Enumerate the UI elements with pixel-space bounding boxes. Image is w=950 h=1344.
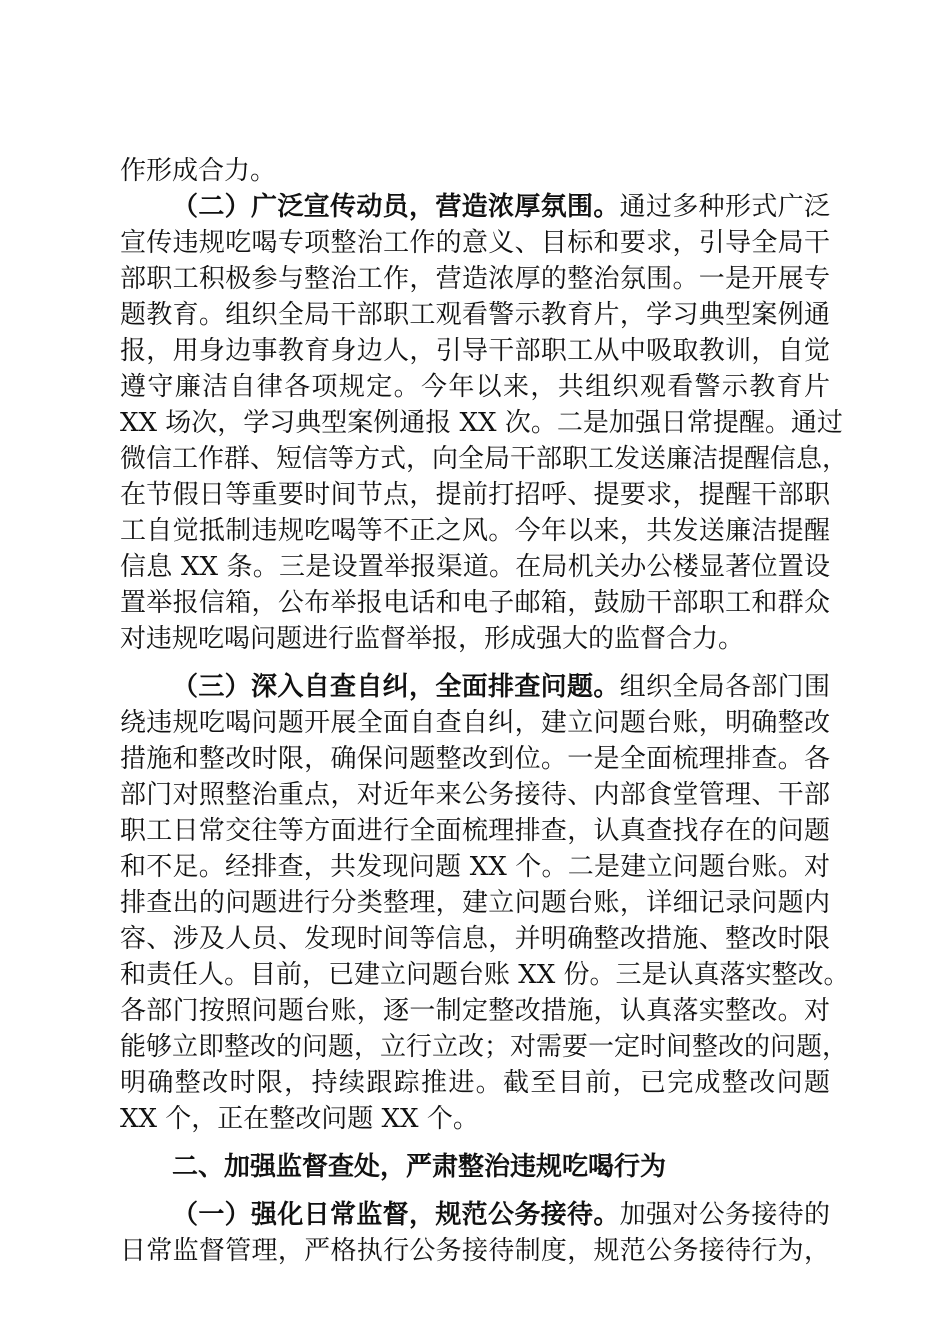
paragraph-line xyxy=(120,585,830,621)
text-segment: XX 个，正在整改问题 XX 个。 xyxy=(120,1104,479,1134)
text-segment: 加强对公务接待的 xyxy=(619,1200,830,1230)
paragraph-line xyxy=(120,405,843,441)
text-segment: 能够立即整改的问题，立行立改；对需要一定时间整改的问题， xyxy=(120,1032,849,1062)
paragraph-line xyxy=(120,921,830,957)
paragraph-line xyxy=(120,777,830,813)
text-segment: 组织全局各部门围 xyxy=(619,672,830,702)
text-segment: 绕违规吃喝问题开展全面自查自纠，建立问题台账，明确整改 xyxy=(120,708,830,738)
section-heading: （三）深入自查自纠，全面排查问题。 xyxy=(172,672,620,702)
section-heading: （一）强化日常监督，规范公务接待。 xyxy=(172,1200,620,1230)
heading-text: 二、加强监督查处，严肃整治违规吃喝行为 xyxy=(172,1152,667,1182)
paragraph-line xyxy=(120,705,830,741)
paragraph-line xyxy=(120,813,830,849)
paragraph-line xyxy=(120,441,849,477)
text-segment: 和不足。经排查，共发现问题 XX 个。二是建立问题台账。对 xyxy=(120,852,830,882)
paragraph-line xyxy=(120,261,830,297)
paragraph-line xyxy=(120,333,830,369)
text-segment: 信息 XX 条。三是设置举报渠道。在局机关办公楼显著位置设 xyxy=(120,552,830,582)
paragraph-line xyxy=(120,993,830,1029)
text-segment: XX 场次，学习典型案例通报 XX 次。二是加强日常提醒。通过 xyxy=(120,408,843,438)
paragraph-line xyxy=(120,1065,830,1101)
paragraph-line xyxy=(120,621,830,657)
text-segment: 职工日常交往等方面进行全面梳理排查，认真查找存在的问题 xyxy=(120,816,830,846)
paragraph-line xyxy=(120,1233,830,1269)
chapter-heading xyxy=(172,1149,830,1185)
paragraph-line xyxy=(120,513,830,549)
text-segment: 部门对照整治重点，对近年来公务接待、内部食堂管理、干部 xyxy=(120,780,830,810)
text-segment: 作形成合力。 xyxy=(120,156,277,186)
paragraph-line xyxy=(120,1101,830,1137)
text-segment: 遵守廉洁自律各项规定。今年以来，共组织观看警示教育片 xyxy=(120,372,830,402)
section-heading: （二）广泛宣传动员，营造浓厚氛围。 xyxy=(172,192,620,222)
text-segment: 和责任人。目前，已建立问题台账 XX 份。三是认真落实整改。 xyxy=(120,960,850,990)
paragraph-line xyxy=(120,885,830,921)
text-segment: 微信工作群、短信等方式，向全局干部职工发送廉洁提醒信息， xyxy=(120,444,849,474)
paragraph-line xyxy=(172,189,830,225)
text-segment: 通过多种形式广泛 xyxy=(619,192,830,222)
text-segment: 各部门按照问题台账，逐一制定整改措施，认真落实整改。对 xyxy=(120,996,830,1026)
paragraph-line xyxy=(120,297,830,333)
text-segment: 对违规吃喝问题进行监督举报，形成强大的监督合力。 xyxy=(120,624,745,654)
paragraph-line xyxy=(172,669,830,705)
text-segment: 部职工积极参与整治工作，营造浓厚的整治氛围。一是开展专 xyxy=(120,264,830,294)
paragraph-line xyxy=(120,225,830,261)
text-segment: 措施和整改时限，确保问题整改到位。一是全面梳理排查。各 xyxy=(120,744,830,774)
text-segment: 在节假日等重要时间节点，提前打招呼、提要求，提醒干部职 xyxy=(120,480,830,510)
text-segment: 排查出的问题进行分类整理，建立问题台账，详细记录问题内 xyxy=(120,888,830,918)
paragraph-line xyxy=(120,957,850,993)
text-segment: 置举报信箱，公布举报电话和电子邮箱，鼓励干部职工和群众 xyxy=(120,588,830,618)
text-segment: 工自觉抵制违规吃喝等不正之风。今年以来，共发送廉洁提醒 xyxy=(120,516,830,546)
paragraph-line xyxy=(120,1029,849,1065)
text-segment: 报，用身边事教育身边人，引导干部职工从中吸取教训，自觉 xyxy=(120,336,830,366)
paragraph-line xyxy=(120,849,830,885)
text-segment: 题教育。组织全局干部职工观看警示教育片，学习典型案例通 xyxy=(120,300,830,330)
text-segment: 容、涉及人员、发现时间等信息，并明确整改措施、整改时限 xyxy=(120,924,830,954)
text-segment: 日常监督管理，严格执行公务接待制度，规范公务接待行为， xyxy=(120,1236,830,1266)
paragraph-line xyxy=(120,369,830,405)
paragraph-line xyxy=(172,1197,830,1233)
paragraph-line xyxy=(120,549,830,585)
paragraph-line xyxy=(120,153,830,189)
paragraph-line xyxy=(120,477,830,513)
text-segment: 宣传违规吃喝专项整治工作的意义、目标和要求，引导全局干 xyxy=(120,228,830,258)
text-segment: 明确整改时限，持续跟踪推进。截至目前，已完成整改问题 xyxy=(120,1068,830,1098)
paragraph-line xyxy=(120,741,830,777)
